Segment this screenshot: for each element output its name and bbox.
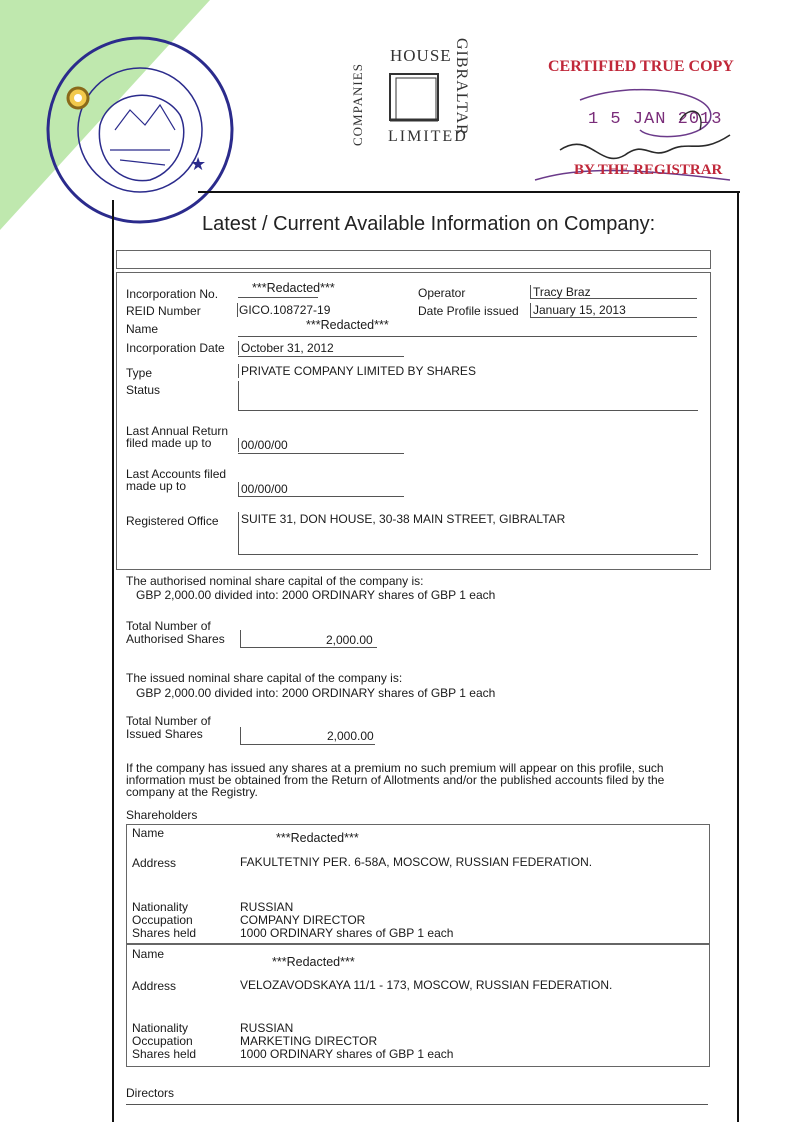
frame-left-border — [112, 200, 114, 1122]
reid-number-label: REID Number — [126, 304, 201, 318]
shareholder-1-shares-value: 1000 ORDINARY shares of GBP 1 each — [240, 926, 454, 940]
shareholder-2-occupation-value: MARKETING DIRECTOR — [240, 1034, 378, 1048]
book-logo-icon — [384, 70, 448, 126]
total-issued-value: 2,000.00 — [327, 729, 374, 743]
certified-true-copy-stamp: CERTIFIED TRUE COPY — [548, 58, 734, 75]
accounts-underline — [238, 496, 404, 497]
annual-return-value: 00/00/00 — [238, 438, 288, 452]
accounts-value: 00/00/00 — [238, 482, 288, 496]
incorporation-date-underline — [238, 356, 404, 357]
total-authorised-label-line1: Total Number of — [126, 619, 211, 633]
shareholder-1-name-value: ***Redacted*** — [276, 831, 359, 845]
shareholder-2-occupation-label: Occupation — [132, 1034, 193, 1048]
shareholder-2-detail-values — [240, 1022, 453, 1061]
date-profile-value: January 15, 2013 — [530, 303, 626, 317]
premium-note-line2: information must be obtained from the Return of Allotments and/or the published accounts filed by the — [126, 773, 665, 787]
type-label: Type — [126, 366, 153, 380]
shareholder-2-detail-labels — [132, 1022, 196, 1061]
shareholder-1-shares-label: Shares held — [132, 926, 197, 940]
status-label: Status — [126, 383, 161, 397]
shareholder-2-name-label: Name — [132, 947, 165, 961]
total-issued-label — [126, 715, 211, 741]
issued-capital-intro: The issued nominal share capital of the company is: — [126, 671, 403, 685]
shareholder-2-name-value: ***Redacted*** — [272, 955, 355, 969]
shareholder-1-name-label: Name — [132, 826, 165, 840]
registered-office-label: Registered Office — [126, 514, 219, 528]
shareholders-heading: Shareholders — [126, 808, 198, 822]
annual-return-label-line1: Last Annual Return — [126, 424, 229, 438]
stamp-date: 1 5 JAN 2013 — [588, 110, 723, 129]
shareholder-2-shares-label: Shares held — [132, 1047, 197, 1061]
annual-return-underline — [238, 453, 404, 454]
frame-right-border — [737, 191, 739, 1122]
issued-capital-detail: GBP 2,000.00 divided into: 2000 ORDINARY shares of GBP 1 each — [136, 686, 496, 700]
total-issued-label-line2: Issued Shares — [126, 727, 203, 741]
shareholder-1-nationality-label: Nationality — [132, 900, 189, 914]
shareholder-1-occupation-value: COMPANY DIRECTOR — [240, 913, 366, 927]
accounts-label-line2: made up to — [126, 479, 187, 493]
companies-house-right-text: GIBRALTAR — [453, 38, 470, 136]
page-title: Latest / Current Available Information on Company: — [202, 213, 656, 235]
operator-underline — [530, 298, 697, 299]
shareholder-1-detail-values — [240, 901, 453, 940]
shareholder-1-address-value: FAKULTETNIY PER. 6-58A, MOSCOW, RUSSIAN FEDERATION. — [240, 855, 593, 869]
directors-heading: Directors — [126, 1086, 175, 1100]
total-authorised-label — [126, 620, 225, 646]
date-profile-label: Date Profile issued — [418, 304, 519, 318]
type-value: PRIVATE COMPANY LIMITED BY SHARES — [238, 364, 476, 378]
annual-return-label-line2: filed made up to — [126, 436, 212, 450]
frame-top-border — [198, 191, 740, 193]
operator-value: Tracy Braz — [530, 285, 591, 299]
shareholder-1-occupation-label: Occupation — [132, 913, 193, 927]
status-value-box — [238, 381, 698, 411]
premium-note — [126, 762, 716, 798]
incorporation-no-underline — [238, 297, 318, 298]
accounts-label — [126, 468, 226, 492]
total-authorised-value: 2,000.00 — [326, 633, 373, 647]
annual-return-label — [126, 425, 228, 449]
shareholder-1-address-label: Address — [132, 856, 177, 870]
svg-text:★: ★ — [190, 154, 207, 174]
shareholder-2-address-value: VELOZAVODSKAYA 11/1 - 173, MOSCOW, RUSSIAN FEDERATION. — [240, 978, 613, 992]
directors-underline — [126, 1104, 708, 1105]
registered-office-value: SUITE 31, DON HOUSE, 30-38 MAIN STREET, GIBRALTAR — [238, 512, 698, 555]
incorporation-no-label: Incorporation No. — [126, 287, 219, 301]
operator-label: Operator — [418, 286, 466, 300]
reid-number-value: GICO.108727-19 — [239, 303, 331, 317]
authorised-capital-intro: The authorised nominal share capital of the company is: — [126, 574, 424, 588]
incorporation-date-label: Incorporation Date — [126, 341, 225, 355]
premium-note-line1: If the company has issued any shares at a premium no such premium will appear on this profile, such — [126, 761, 664, 775]
shareholder-1-detail-labels — [132, 901, 196, 940]
shareholder-2-nationality-value: RUSSIAN — [240, 1021, 294, 1035]
companies-house-bottom-text: LIMITED — [388, 128, 468, 145]
registrar-seal — [40, 30, 240, 230]
date-profile-underline — [530, 317, 697, 318]
shareholder-2-nationality-label: Nationality — [132, 1021, 189, 1035]
name-underline — [238, 336, 697, 337]
companies-house-left-text: COMPANIES — [350, 63, 365, 147]
total-authorised-label-line2: Authorised Shares — [126, 632, 225, 646]
shareholder-1-nationality-value: RUSSIAN — [240, 900, 294, 914]
name-label: Name — [126, 322, 159, 336]
premium-note-line3: company at the Registry. — [126, 785, 258, 799]
accounts-label-line1: Last Accounts filed — [126, 467, 227, 481]
authorised-capital-detail: GBP 2,000.00 divided into: 2000 ORDINARY shares of GBP 1 each — [136, 588, 496, 602]
by-the-registrar-stamp: BY THE REGISTRAR — [574, 162, 723, 178]
shareholder-2-address-label: Address — [132, 979, 177, 993]
header-empty-box — [116, 250, 711, 269]
total-issued-label-line1: Total Number of — [126, 714, 211, 728]
name-value: ***Redacted*** — [306, 318, 389, 332]
incorporation-no-value: ***Redacted*** — [252, 281, 335, 295]
shareholder-2-shares-value: 1000 ORDINARY shares of GBP 1 each — [240, 1047, 454, 1061]
incorporation-date-value: October 31, 2012 — [238, 341, 334, 355]
companies-house-top-text: HOUSE — [390, 46, 452, 65]
